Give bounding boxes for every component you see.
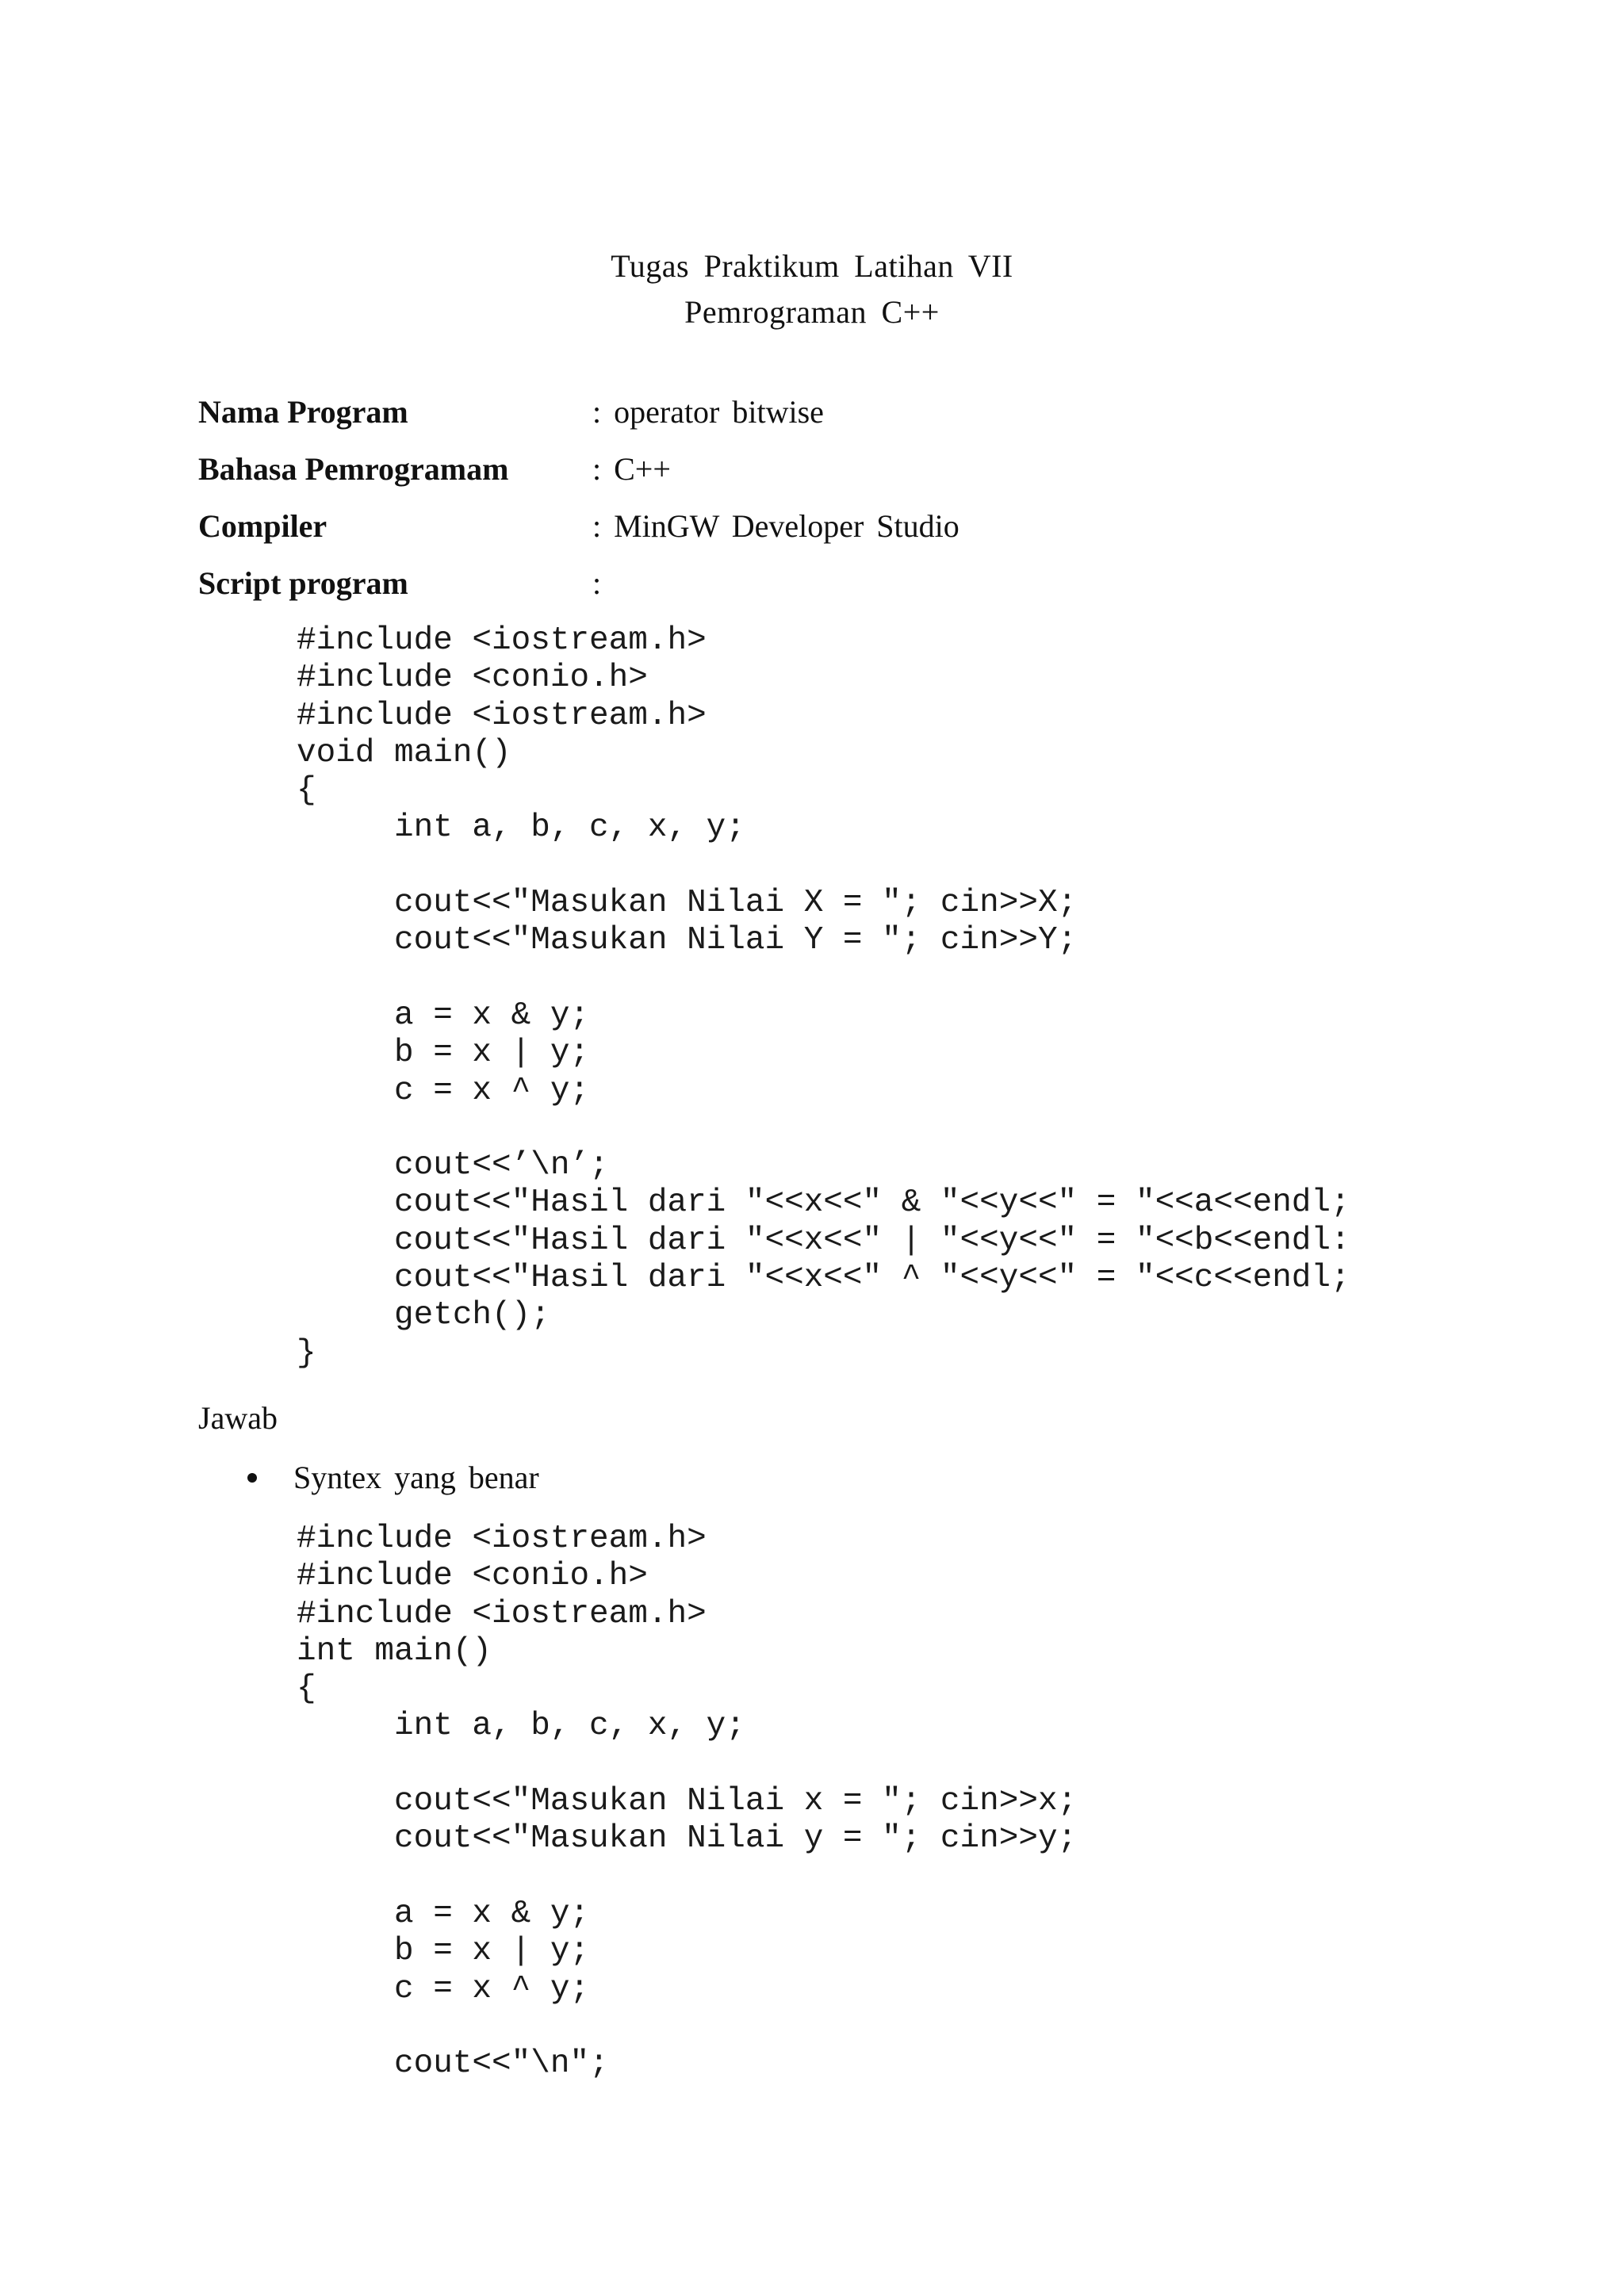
document-title: Tugas Praktikum Latihan VII bbox=[611, 248, 1013, 284]
meta-value: : MinGW Developer Studio bbox=[592, 508, 959, 544]
answer-bullet bbox=[247, 1459, 539, 1496]
bullet-icon bbox=[247, 1473, 257, 1483]
meta-label: Nama Program bbox=[198, 394, 408, 430]
meta-label: Compiler bbox=[198, 508, 327, 544]
meta-value: : C++ bbox=[592, 451, 671, 487]
meta-label: Bahasa Pemrogramam bbox=[198, 451, 509, 487]
code-block-original: #include <iostream.h> #include <conio.h> #include <iostream.h> void main() { int a, b, c, x, y; cout<<"Masukan Nilai X = "; cin>>X; cout<<"Masukan Nilai Y = "; cin>>Y; a = x & y; b = x | y; c = x ^ y; cout<<’\n’; cout<<"Hasil dari "<<x<<" & "<<y<<" = "<<a<<endl; cout<<"Hasil dari "<<x<<" | "<<y<<" = "<<b<<endl: cout<<"Hasil dari "<<x<<" ^ "<<y<<" = "<<c<<endl; getch(); } bbox=[297, 622, 1350, 1372]
answer-heading: Jawab bbox=[198, 1400, 278, 1436]
bullet-text: Syntex yang benar bbox=[293, 1460, 539, 1495]
meta-label: Script program bbox=[198, 565, 408, 601]
document-subtitle: Pemrograman C++ bbox=[684, 294, 940, 330]
meta-value: : bbox=[592, 565, 602, 601]
code-block-fixed: #include <iostream.h> #include <conio.h> #include <iostream.h> int main() { int a, b, c, x, y; cout<<"Masukan Nilai x = "; cin>>x; cout<<"Masukan Nilai y = "; cin>>y; a = x & y; b = x | y; c = x ^ y; cout<<"\n"; bbox=[297, 1521, 1078, 2083]
meta-value: : operator bitwise bbox=[592, 394, 824, 430]
